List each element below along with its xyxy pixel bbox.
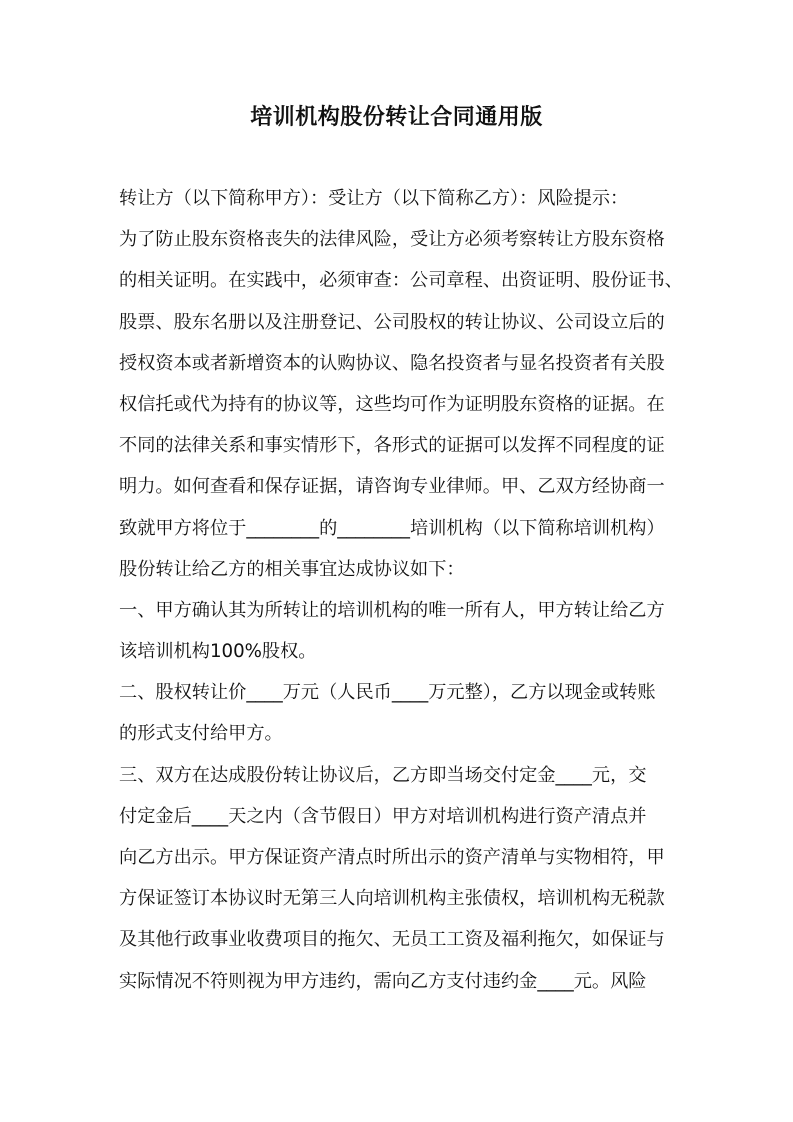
paragraph-line: 的形式支付给甲方。 [119,723,283,745]
paragraph-line: 及其他行政事业收费项目的拖欠、无员工工资及福利拖欠，如保证与 [119,929,665,951]
document-body [119,178,689,1002]
document-title: 培训机构股份转让合同通用版 [250,105,543,130]
paragraph-line: 权信托或代为持有的协议等，这些均可作为证明股东资格的证据。在 [119,393,665,415]
paragraph-line: 一、甲方确认其为所转让的培训机构的唯一所有人，甲方转让给乙方 [119,599,665,621]
paragraph-line: 为了防止股东资格丧失的法律风险，受让方必须考察转让方股东资格 [119,229,665,251]
paragraph-line: 股票、股东名册以及注册登记、公司股权的转让协议、公司设立后的 [119,311,665,333]
paragraph-line: 授权资本或者新增资本的认购协议、隐名投资者与显名投资者有关股 [119,352,665,374]
paragraph-line: 付定金后____天之内（含节假日）甲方对培训机构进行资产清点并 [119,805,647,827]
paragraph-line: 实际情况不符则视为甲方违约，需向乙方支付违约金____元。风险 [119,970,647,992]
paragraph-line: 方保证签订本协议时无第三人向培训机构主张债权，培训机构无税款 [119,888,665,910]
paragraph-line: 三、双方在达成股份转让协议后，乙方即当场交付定金____元，交 [119,764,647,786]
paragraph-line: 致就甲方将位于________的________培训机构（以下简称培训机构） [119,517,665,539]
paragraph-line: 向乙方出示。甲方保证资产清点时所出示的资产清单与实物相符，甲 [119,847,665,868]
paragraph-line: 股份转让给乙方的相关事宜达成协议如下： [119,558,465,580]
paragraph-line: 不同的法律关系和事实情形下，各形式的证据可以发挥不同程度的证 [119,435,665,457]
paragraph-line: 该培训机构100%股权。 [119,641,317,663]
paragraph-line: 转让方（以下简称甲方）：受让方（以下简称乙方）：风险提示： [119,188,629,209]
paragraph-line: 明力。如何查看和保存证据，请咨询专业律师。甲、乙双方经协商一 [119,476,665,498]
paragraph-line: 二、股权转让价____万元（人民币____万元整），乙方以现金或转账 [119,682,656,704]
paragraph-line: 的相关证明。在实践中，必须审查：公司章程、出资证明、股份证书、 [119,270,683,292]
